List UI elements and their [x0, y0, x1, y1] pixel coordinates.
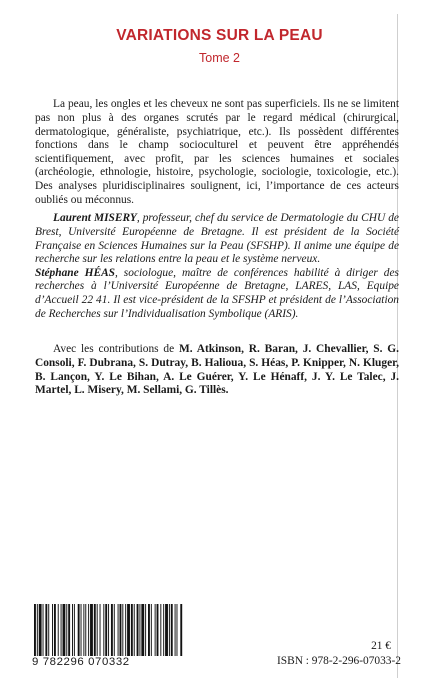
author-bio-misery: , professeur, chef du service de Dermatologie du CHU de Brest, Université Européenne de Bretagne. Il est président de la Société Française en Sciences Humaines sur la Peau (SFSHP). Il anime une équipe de recherche sur les relations entre la peau et le système nerveux. — [35, 212, 399, 266]
contributors-list: M. Atkinson, R. Baran, J. Chevallier, S. G. Consoli, F. Dubrana, S. Dutray, B. Halioua, S. Héas, P. Knipper, N. Kluger, B. Lançon, Y. Le Bihan, A. Le Guérer, Y. Le Hénaff, J. Y. Le Talec, J. Martel, L. Misery, M. Sellami, G. Tillès. — [35, 343, 400, 397]
author-bio-heas: , sociologue, maître de conférences habilité à diriger des recherches à l’Université Européenne de Bretagne, LARES, LAS, Equipe d’Accueil 22 41. Il est vice-président de la SFSHP et président de l’Association de Recherches sur l’Individualisation Symbolique (ARIS). — [35, 266, 399, 320]
book-volume: Tome 2 — [199, 51, 240, 65]
contributions-intro: Avec les contributions de — [53, 343, 179, 356]
price-label: 21 € — [371, 640, 391, 652]
isbn-barcode — [32, 604, 185, 656]
description-paragraph: La peau, les ongles et les cheveux ne sont pas superficiels. Ils ne se limitent pas non plus à des organes scrutés par le regard médical (chirurgical, dermatologique, généraliste, psychiatrique, etc.). Ils possèdent différentes fonctions dans le champ socioculturel et peuvent être appréhendés scientifiquement, avec profit, par les sciences humaines et sociales (archéologie, ethnologie, histoire, psychologie, sociologie, toxicologie, etc.). Des analyses pluridisciplinaires soulignent, ici, l’importance de ces acteurs oubliés ou méconnus. — [35, 98, 399, 206]
contributions-paragraph — [35, 343, 399, 397]
barcode-digits: 9 782296 070332 — [32, 656, 130, 668]
authors-paragraph — [35, 212, 399, 321]
isbn-label: ISBN : 978-2-296-07033-2 — [276, 655, 401, 667]
author-name-heas: Stéphane HÉAS — [35, 266, 116, 279]
author-name-misery: Laurent MISERY — [53, 212, 137, 225]
book-title: VARIATIONS SUR LA PEAU — [116, 27, 323, 44]
